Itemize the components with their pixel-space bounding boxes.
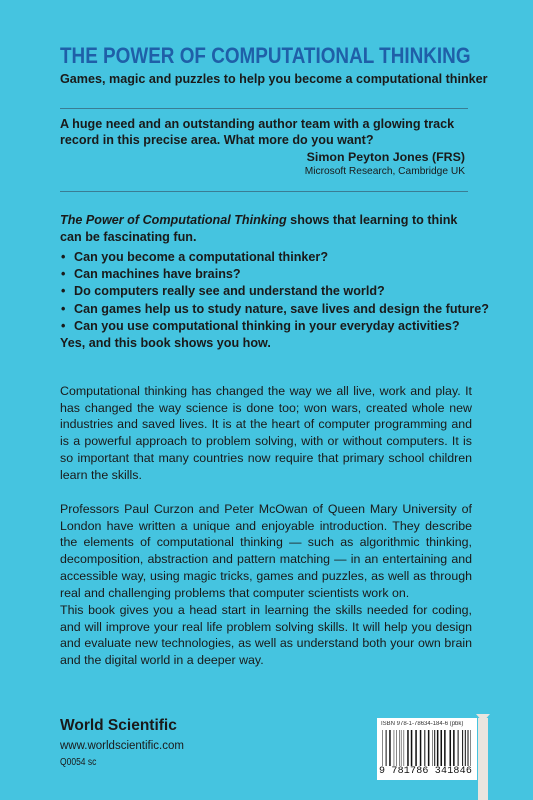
barcode-bar bbox=[396, 730, 397, 766]
bullet-icon: • bbox=[61, 250, 66, 264]
book-subtitle: Games, magic and puzzles to help you become a computational thinker bbox=[60, 72, 488, 86]
intro-text bbox=[60, 212, 472, 246]
list-item: • Do computers really see and understand the world? bbox=[60, 283, 480, 300]
barcode-bar bbox=[468, 730, 469, 766]
barcode-bar bbox=[432, 730, 433, 766]
barcode-bar bbox=[462, 730, 463, 766]
publisher-website: www.worldscientific.com bbox=[60, 740, 184, 752]
barcode-number: 9 781786 341846 bbox=[379, 766, 473, 777]
barcode bbox=[377, 718, 477, 780]
barcode-bar bbox=[441, 730, 443, 766]
isbn-label: ISBN 978-1-78634-184-6 (pbk) bbox=[381, 721, 464, 727]
bullet-icon: • bbox=[61, 318, 66, 333]
barcode-bars bbox=[382, 730, 472, 766]
list-item: • Can you use computational thinking in your everyday activities? bbox=[60, 318, 480, 335]
description-paragraph: Computational thinking has changed the way we all live, work and play. It has changed the way science is done too; won wars, created whole new industries and saved lives. It is at the heart of computer programming and is a powerful approach to problem solving, with or without computers. It is so important that many countries now require that primary school children learn the skills. bbox=[60, 384, 472, 482]
barcode-bar bbox=[450, 730, 452, 766]
barcode-bar bbox=[465, 730, 466, 766]
divider-bottom bbox=[60, 191, 468, 192]
bullet-icon: • bbox=[61, 284, 66, 299]
bullet-icon: • bbox=[61, 267, 66, 282]
barcode-bar bbox=[389, 730, 391, 766]
closing-line: Yes, and this book shows you how. bbox=[60, 336, 271, 350]
barcode-bar bbox=[434, 730, 435, 766]
product-code: Q0054 sc bbox=[60, 757, 97, 768]
barcode-bar bbox=[404, 730, 405, 766]
bullet-icon: • bbox=[61, 301, 66, 316]
barcode-bar bbox=[428, 730, 430, 766]
barcode-bar bbox=[420, 730, 422, 766]
barcode-bar bbox=[399, 730, 400, 766]
barcode-bar bbox=[437, 730, 439, 766]
intro-rest: shows that learning to think can be fascinating fun. bbox=[60, 213, 458, 244]
intro-book-title: The Power of Computational Thinking bbox=[60, 213, 287, 227]
divider-top bbox=[60, 108, 468, 109]
barcode-bar bbox=[382, 730, 383, 766]
list-item: • Can you become a computational thinker? bbox=[60, 249, 480, 266]
book-title: THE POWER OF COMPUTATIONAL THINKING bbox=[60, 43, 471, 68]
barcode-bar bbox=[424, 730, 425, 766]
list-item: • Can games help us to study nature, save lives and design the future? bbox=[60, 301, 480, 318]
endorsement-author: Simon Peyton Jones (FRS) bbox=[306, 150, 465, 164]
barcode-bar bbox=[458, 730, 459, 766]
barcode-bar bbox=[394, 730, 395, 766]
barcode-bar bbox=[386, 730, 387, 766]
endorsement-affiliation: Microsoft Research, Cambridge UK bbox=[304, 166, 465, 177]
barcode-bar bbox=[401, 730, 402, 766]
description-paragraph: This book gives you a head start in learning the skills needed for coding, and will improve your real life problem solving skills. It will help you design and evaluate new technologies, as well as understand both your own brain and the digital world in a deeper way. bbox=[60, 603, 472, 668]
ribbon-strip bbox=[478, 718, 488, 800]
endorsement-quote: A huge need and an outstanding author team with a glowing track record in this precise area. What more do you want? bbox=[60, 117, 455, 147]
description-paragraph: Professors Paul Curzon and Peter McOwan of Queen Mary University of London have written a unique and enjoyable introduction. They describe the elements of computational thinking — such as algorithmic thinking, decomposition, abstraction and pattern matching — in an entertaining and accessible way, using magic tricks, games and puzzles, as well as through real and challenging problems that computer scientists work on. bbox=[60, 502, 472, 600]
barcode-bar bbox=[453, 730, 455, 766]
barcode-bar bbox=[411, 730, 413, 766]
question-list bbox=[60, 249, 489, 335]
barcode-bar bbox=[407, 730, 409, 766]
barcode-bar bbox=[444, 730, 446, 766]
barcode-bar bbox=[415, 730, 417, 766]
publisher-name: World Scientific bbox=[60, 717, 177, 734]
barcode-bar bbox=[470, 730, 471, 766]
list-item: • Can machines have brains? bbox=[60, 266, 480, 283]
